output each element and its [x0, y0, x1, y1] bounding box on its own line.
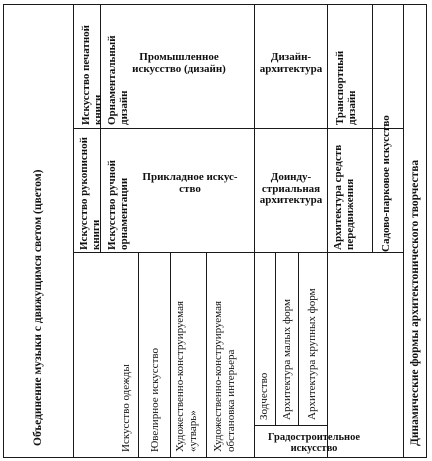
bot-sep-2 — [170, 252, 171, 457]
design-architecture-line-2: архитектура — [259, 62, 323, 75]
industrial-art-cell — [104, 52, 254, 75]
garden-park-cell: Садово-парковое искусство — [380, 115, 392, 252]
applied-art-cell — [130, 172, 250, 195]
jewelry-cell: Ювелирное искусство — [149, 348, 161, 452]
predesign-line-1: Доинду- — [270, 171, 312, 183]
top-border — [3, 4, 427, 5]
urban-line-2: искусство — [290, 443, 338, 455]
design-architecture-line-1: Дизайн- — [270, 51, 312, 63]
mid-sep-4 — [372, 128, 373, 252]
design-architecture-cell — [256, 52, 326, 75]
bot-sep-4 — [254, 252, 255, 457]
left-border — [3, 4, 4, 457]
row-separator-middle — [73, 252, 403, 253]
title-right-separator — [403, 4, 404, 457]
predesign-architecture-cell — [256, 172, 326, 207]
bot-sep-7 — [327, 252, 328, 457]
predesign-line-2: стриальная — [261, 182, 321, 195]
industrial-art-line-2: искусство (дизайн) — [132, 62, 226, 75]
top-sep-2 — [254, 4, 255, 128]
manuscript-book-cell: Искусство рукописной книги — [78, 137, 103, 250]
transport-design-cell: Транспортный дизайн — [334, 50, 359, 125]
large-forms-cell: Архитектура крупных форм — [306, 288, 318, 420]
applied-art-line-1: Прикладное искус- — [142, 171, 238, 183]
building-cell: Зодчество — [258, 372, 270, 420]
top-sep-4 — [372, 4, 373, 128]
applied-art-line-2: ство — [179, 182, 201, 195]
row-separator-top — [73, 128, 403, 129]
transport-architecture-cell: Архитектура средств передвижения — [332, 144, 357, 250]
bottom-border — [3, 457, 427, 458]
print-book-cell: Искусство печатной книги — [80, 24, 105, 125]
bot-sep-5 — [275, 252, 276, 425]
clothing-cell: Искусство одежды — [120, 364, 132, 452]
title-left-separator — [73, 4, 74, 457]
mid-sep-3 — [327, 128, 328, 252]
title-right: Динамические формы архитектонического творчества — [409, 159, 421, 446]
interior-cell: Художественно-конструируемая обстановка интерьера — [212, 300, 238, 452]
utensil-cell: Художественно-конструируемая «утварь» — [174, 300, 200, 452]
small-forms-cell: Архитектура малых форм — [281, 299, 293, 420]
title-left: Объединение музыки с движущимся светом (цветом) — [32, 169, 44, 446]
urban-line-1: Градостроительное — [268, 432, 360, 443]
bot-sep-1 — [138, 252, 139, 457]
urban-separator — [254, 425, 327, 426]
urban-cell — [254, 432, 374, 454]
ornamental-design-cell: Орнаментальный дизайн — [106, 35, 131, 125]
bot-sep-3 — [206, 252, 207, 457]
predesign-line-3: архитектура — [259, 194, 323, 207]
top-sep-3 — [327, 4, 328, 128]
hand-ornament-cell: Искусство ручной орнаментации — [106, 160, 131, 250]
industrial-art-line-1: Промышленное — [139, 51, 219, 63]
right-border — [426, 4, 427, 457]
mid-sep-2 — [254, 128, 255, 252]
bot-sep-6 — [298, 252, 299, 425]
